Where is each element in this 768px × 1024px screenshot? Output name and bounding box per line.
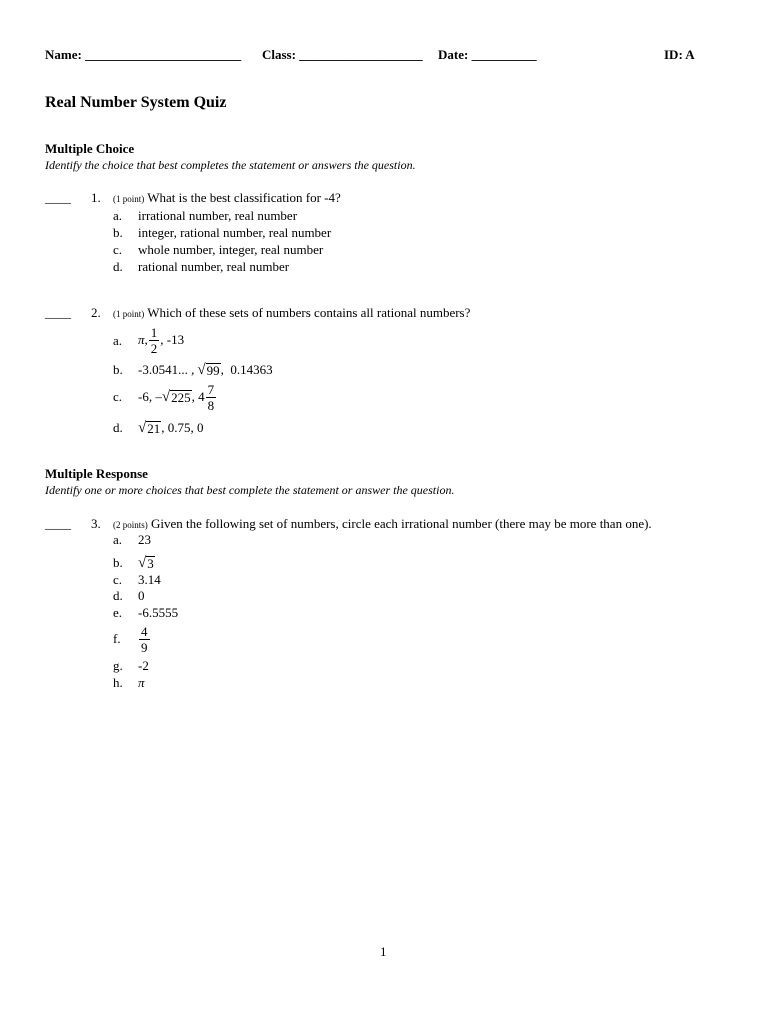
choice-text: 23 [138, 532, 151, 547]
page-number: 1 [380, 944, 387, 959]
square-root: √ 99 [197, 362, 220, 379]
test-id: ID: A [664, 47, 695, 62]
choice-letter: g. [113, 658, 123, 673]
pi-symbol: π [138, 675, 145, 690]
section-heading-multiple-response: Multiple Response [45, 466, 148, 481]
choice-text: whole number, integer, real number [138, 242, 324, 257]
question-text [113, 516, 652, 532]
choice-letter: c. [113, 242, 123, 257]
question-prompt: Which of these sets of numbers contains all rational numbers? [147, 305, 471, 320]
choice-text: 0 [138, 588, 145, 603]
answer-blank: ____ [45, 305, 71, 320]
pi-symbol: π [138, 332, 145, 347]
choice-letter: c. [113, 389, 123, 404]
date-field: Date: __________ [438, 47, 537, 62]
fraction: $\frac{7}{8}$ [207, 381, 215, 413]
question-number: 1. [91, 190, 101, 205]
choice-text: 3.14 [138, 572, 161, 587]
choice-letter: d. [113, 259, 123, 274]
choice-letter: b. [113, 362, 123, 377]
choice-letter: b. [113, 555, 123, 570]
choice-text: irrational number, real number [138, 208, 298, 223]
choice-letter: a. [113, 333, 123, 348]
answer-blank: ____ [45, 190, 71, 205]
choice-expression [138, 622, 151, 656]
question-prompt: What is the best classification for -4? [147, 190, 341, 205]
choice-letter: b. [113, 225, 123, 240]
page-title: Real Number System Quiz [45, 94, 227, 111]
choice-text: rational number, real number [138, 259, 290, 274]
question-number: 3. [91, 516, 101, 531]
choice-letter: c. [113, 572, 123, 587]
class-field: Class: ___________________ [262, 47, 423, 62]
choice-letter: a. [113, 208, 123, 223]
choice-letter: d. [113, 588, 123, 603]
section-instruction: Identify one or more choices that best complete the statement or answer the question. [45, 483, 455, 497]
square-root: √ 225 [161, 388, 191, 405]
square-root: √ 3 [138, 555, 154, 572]
points-label: (1 point) [113, 309, 145, 319]
answer-blank: ____ [45, 516, 71, 531]
choice-text: -6.5555 [138, 605, 179, 620]
choice-expression: π , $\frac{1}{2}$ , -13 [138, 324, 185, 356]
choice-expression [138, 551, 155, 571]
section-instruction: Identify the choice that best completes the statement or answers the question. [45, 158, 416, 172]
question-text [113, 190, 341, 206]
choice-letter: a. [113, 532, 123, 547]
choice-text: integer, rational number, real number [138, 225, 332, 240]
choice-letter: e. [113, 605, 123, 620]
choice-text: -2 [138, 658, 149, 673]
fraction: $\frac{1}{2}$ [150, 324, 158, 356]
points-label: (1 point) [113, 194, 145, 204]
choice-expression: -3.0541... , √ 99 , 0.14363 [138, 362, 273, 379]
choice-letter: f. [113, 631, 121, 646]
question-text [113, 305, 470, 321]
section-heading-multiple-choice: Multiple Choice [45, 141, 135, 156]
choice-expression: -6, – √ 225 , 4 $\frac{7}{8}$ [138, 381, 215, 413]
points-label: (2 points) [113, 520, 148, 530]
choice-letter: h. [113, 675, 123, 690]
question-number: 2. [91, 305, 101, 320]
square-root: √ 21 [138, 420, 161, 437]
choice-expression: √ 21 , 0.75, 0 [138, 420, 204, 437]
question-prompt: Given the following set of numbers, circle each irrational number (there may be more than one). [151, 516, 652, 531]
choice-letter: d. [113, 420, 123, 435]
name-field: Name: ________________________ [45, 47, 242, 62]
fraction: $\frac{4}{9}$ [141, 623, 148, 655]
